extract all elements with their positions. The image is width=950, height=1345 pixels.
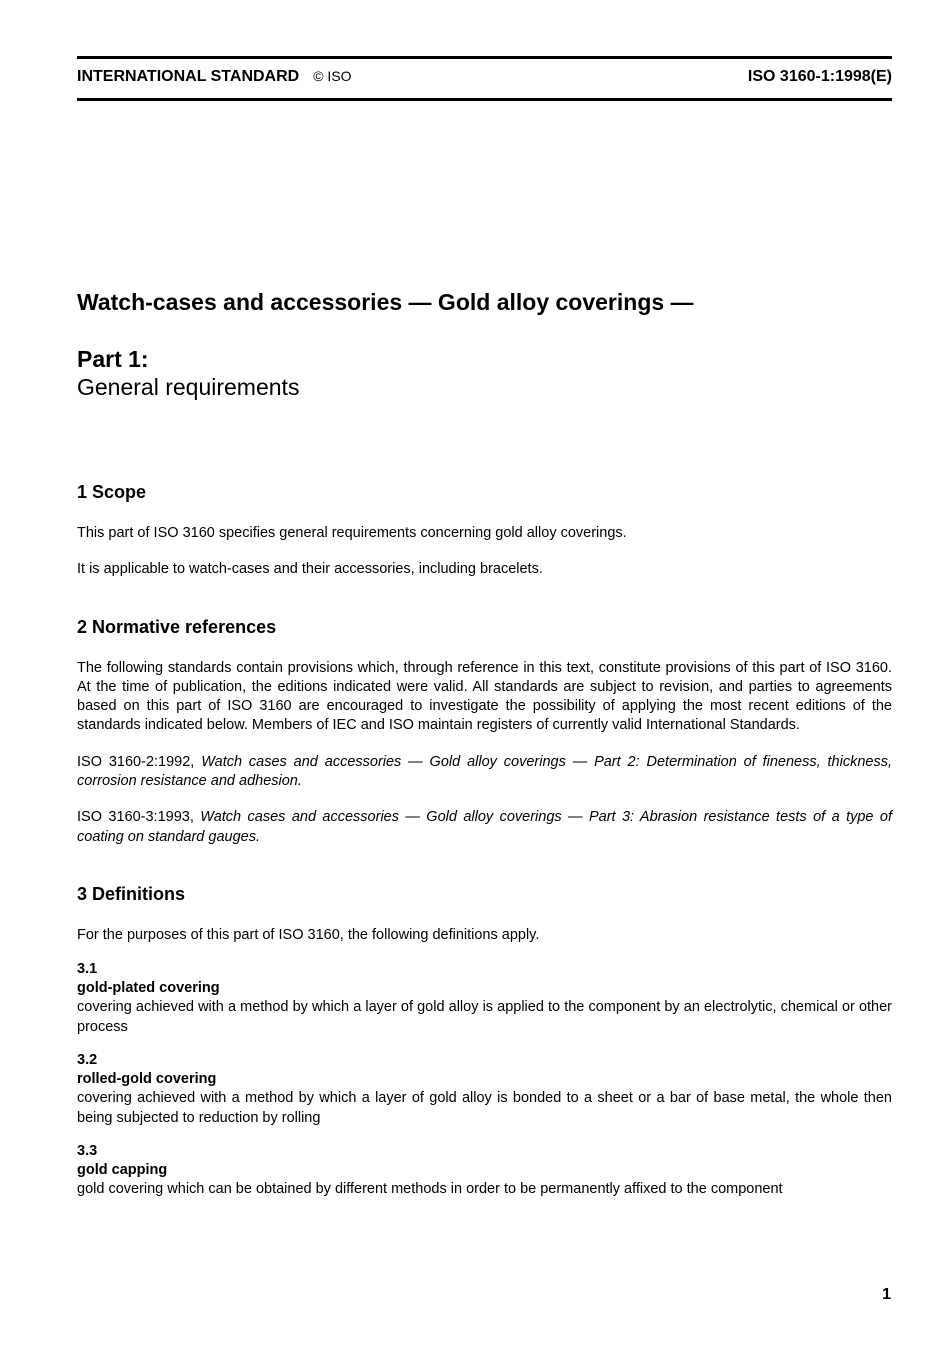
copyright-notice: © ISO [313, 68, 352, 84]
normative-reference [77, 808, 892, 847]
definitions-intro: For the purposes of this part of ISO 3160, the following definitions apply. [77, 926, 540, 943]
section-normative-heading: 2 Normative references [77, 616, 277, 637]
part-name: General requirements [77, 374, 300, 400]
term-definition: covering achieved with a method by which a layer of gold alloy is bonded to a sheet or a bar of base metal, the whole then being subjected to reduction by rolling [77, 1090, 892, 1127]
scope-paragraph: This part of ISO 3160 specifies general requirements concerning gold alloy coverings. [77, 525, 627, 541]
term-entry [77, 1051, 892, 1128]
page-number: 1 [882, 1286, 891, 1303]
normative-intro: The following standards contain provisions which, through reference in this text, constitute provisions of this part of ISO 3160. At the time of publication, the editions indicated were valid. All standards are subject to revision, and parties to agreements based on this part of ISO 3160 are encouraged to investigate the possibility of applying the most recent editions of the standards indicated below. Members of IEC and ISO maintain registers of currently valid International Standards. [77, 659, 892, 734]
part-label: Part 1: [77, 346, 149, 372]
page-header [77, 68, 892, 90]
reference-id: ISO 3160-2:1992, [77, 753, 195, 770]
header-rule-bottom [77, 98, 892, 101]
reference-id: ISO 3160-3:1993, [77, 809, 194, 826]
doc-type: INTERNATIONAL STANDARD [77, 68, 300, 85]
section-scope-heading: 1 Scope [77, 482, 147, 502]
term-entry [77, 1142, 892, 1199]
term-number: 3.1 [77, 961, 98, 978]
term-name: rolled-gold covering [77, 1070, 217, 1087]
normative-reference [77, 753, 892, 792]
header-left [77, 68, 352, 86]
term-definition: gold covering which can be obtained by different methods in order to be permanently affixed to the component [77, 1181, 783, 1198]
header-rule-top [77, 56, 892, 59]
document-title: Watch-cases and accessories — Gold alloy coverings — [77, 289, 694, 315]
reference-title: Watch cases and accessories — Gold alloy coverings — Part 2: Determination of fineness, thickness, corrosion resistance and adhesion. [77, 753, 892, 790]
section-definitions-heading: 3 Definitions [77, 883, 186, 904]
term-name: gold capping [77, 1161, 168, 1178]
document-body [77, 287, 892, 1199]
term-entry [77, 960, 892, 1037]
reference-title: Watch cases and accessories — Gold alloy coverings — Part 3: Abrasion resistance tests of a type of coating on standard gauges. [77, 809, 892, 845]
term-name: gold-plated covering [77, 979, 220, 996]
doc-id: ISO 3160-1:1998(E) [747, 68, 892, 85]
scope-paragraph: It is applicable to watch-cases and their accessories, including bracelets. [77, 561, 543, 578]
term-number: 3.2 [77, 1052, 98, 1069]
term-definition: covering achieved with a method by which a layer of gold alloy is applied to the component by an electrolytic, chemical or other process [77, 999, 892, 1036]
term-number: 3.3 [77, 1143, 98, 1160]
